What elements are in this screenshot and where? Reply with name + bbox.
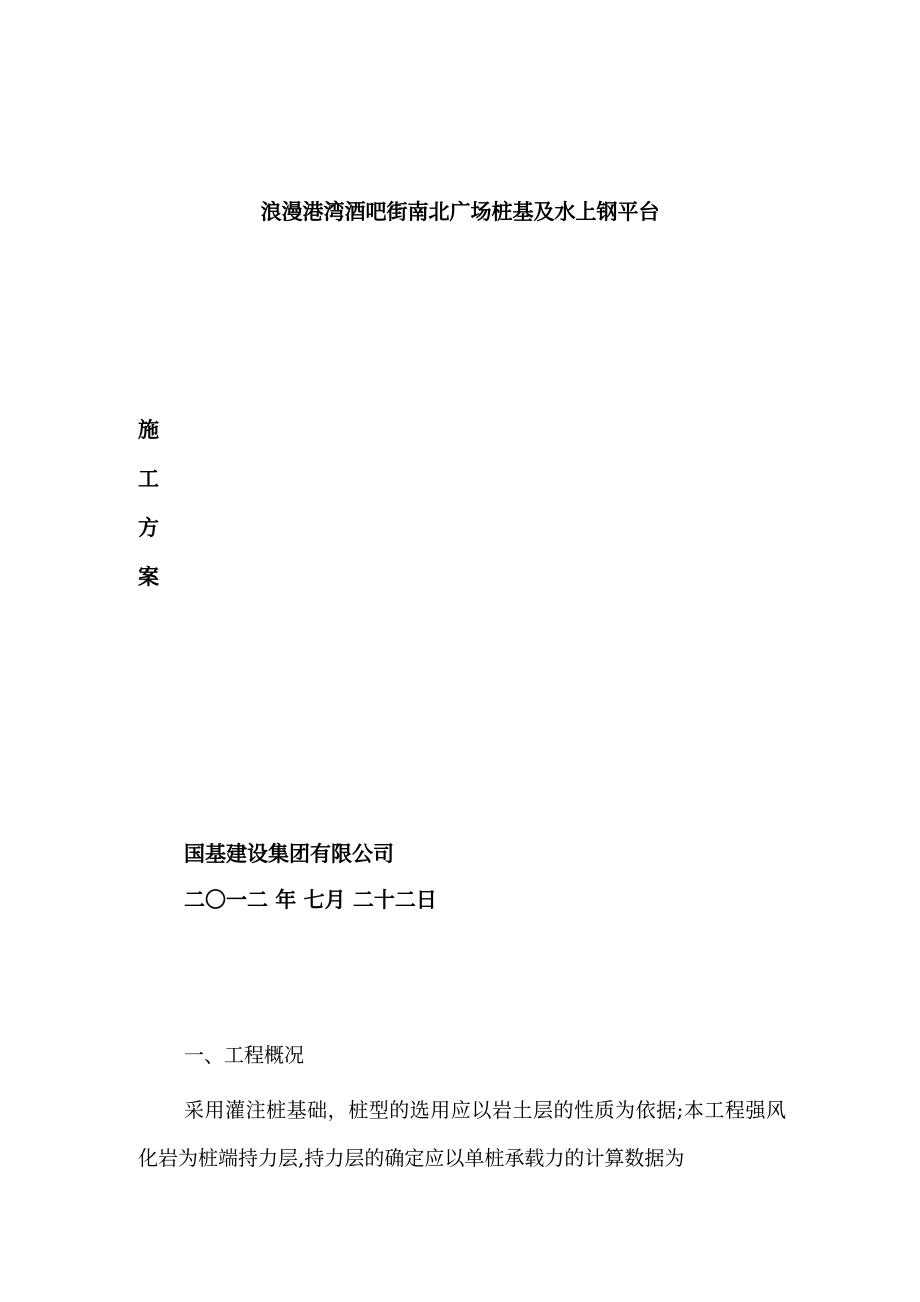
document-title: 浪漫港湾酒吧街南北广场桩基及水上钢平台	[260, 199, 660, 224]
vertical-title-char: 案	[138, 564, 159, 589]
vertical-title	[138, 414, 168, 610]
section-heading: 一、工程概况	[184, 1043, 304, 1067]
vertical-title-char: 工	[138, 466, 159, 491]
vertical-title-char: 方	[138, 515, 159, 540]
company-name: 国基建设集团有限公司	[184, 841, 394, 866]
document-date: 二〇一二 年 七月 二十二日	[184, 887, 437, 912]
vertical-title-char: 施	[138, 417, 159, 442]
section-paragraph: 采用灌注桩基础，桩型的选用应以岩土层的性质为依据;本工程强风化岩为桩端持力层,持力层的确定应以单桩承载力的计算数据为	[138, 1098, 786, 1170]
